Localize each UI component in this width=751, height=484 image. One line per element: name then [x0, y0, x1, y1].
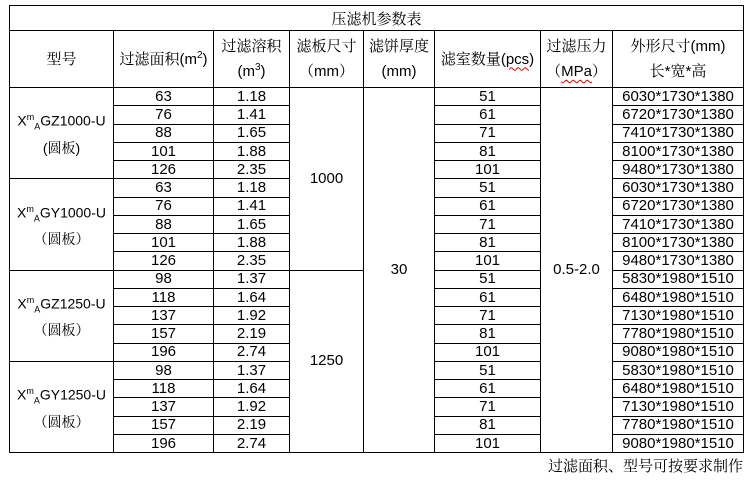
area-cell: 63 [114, 88, 214, 106]
dimensions-cell: 8100*1730*1380 [613, 142, 744, 160]
header-row [10, 31, 744, 88]
chambers-cell: 61 [435, 380, 541, 398]
volume-unit-sup: 3 [254, 62, 261, 73]
volume-cell: 1.92 [214, 307, 290, 325]
dimensions-cell: 6480*1980*1510 [613, 380, 744, 398]
chambers-header-text: 滤室数量( [440, 50, 506, 68]
parameter-table [9, 5, 744, 453]
dimensions-cell: 9480*1730*1380 [613, 252, 744, 270]
volume-unit-close: ) [260, 63, 266, 80]
pressure-unit-open: （ [546, 63, 562, 80]
dimensions-header-line1: 外形尺寸(mm) [630, 38, 726, 55]
area-cell: 118 [114, 380, 214, 398]
plate-size-cell: 1000 [290, 88, 364, 271]
model-subscript: A [34, 121, 41, 132]
chambers-cell: 81 [435, 142, 541, 160]
volume-cell: 1.37 [214, 270, 290, 288]
volume-header-line2 [216, 59, 287, 84]
pressure-unit-spellcheck: MPa [561, 63, 592, 80]
volume-cell: 2.74 [214, 434, 290, 452]
plate-size-header-line1: 滤板尺寸 [296, 38, 357, 55]
col-header-dimensions [613, 31, 744, 88]
model-superscript: m [26, 294, 35, 305]
col-header-plate-size [290, 31, 364, 88]
volume-cell: 1.18 [214, 179, 290, 197]
dimensions-cell: 6720*1730*1380 [613, 106, 744, 124]
chambers-unit-spellcheck: pcs [505, 50, 530, 68]
chambers-cell: 51 [435, 270, 541, 288]
col-header-cake-thickness [364, 31, 435, 88]
model-base: X [16, 386, 27, 403]
volume-cell: 1.64 [214, 288, 290, 306]
volume-cell: 2.35 [214, 252, 290, 270]
model-series: GY1000-U [39, 204, 106, 221]
model-series: GZ1000-U [40, 113, 106, 130]
col-header-volume [214, 31, 290, 88]
table-row [10, 88, 744, 106]
chambers-cell: 101 [435, 434, 541, 452]
model-superscript: m [26, 112, 35, 123]
chambers-cell: 71 [435, 307, 541, 325]
area-cell: 196 [114, 343, 214, 361]
model-plate-note: （圆板） [33, 231, 90, 248]
area-cell: 63 [114, 179, 214, 197]
dimensions-cell: 8100*1730*1380 [613, 234, 744, 252]
volume-unit-open: (m [237, 63, 255, 80]
area-header-text: 过滤面积(m [119, 50, 197, 68]
title-row [10, 6, 744, 31]
model-cell [10, 361, 114, 452]
chambers-cell: 51 [435, 88, 541, 106]
area-cell: 137 [114, 398, 214, 416]
area-cell: 137 [114, 307, 214, 325]
dimensions-cell: 9080*1980*1510 [613, 434, 744, 452]
area-cell: 88 [114, 124, 214, 142]
chambers-cell: 61 [435, 288, 541, 306]
model-base: X [17, 113, 27, 130]
dimensions-cell: 6480*1980*1510 [613, 288, 744, 306]
volume-cell: 2.19 [214, 416, 290, 434]
model-series: GZ1250-U [40, 295, 106, 312]
dimensions-cell: 7780*1980*1510 [613, 416, 744, 434]
dimensions-header-line2: 长*宽*高 [649, 63, 707, 80]
model-base: X [17, 295, 27, 312]
area-cell: 76 [114, 197, 214, 215]
dimensions-cell: 9080*1980*1510 [613, 343, 744, 361]
col-header-model: 型号 [10, 31, 114, 88]
area-cell: 98 [114, 270, 214, 288]
volume-cell: 1.64 [214, 380, 290, 398]
volume-header-line1: 过滤溶积 [221, 38, 282, 55]
model-plate-note: （圆板） [33, 322, 90, 339]
pressure-header-line2 [543, 59, 610, 84]
chambers-header-close: ) [529, 50, 535, 68]
cake-thickness-cell: 30 [364, 88, 435, 453]
dimensions-cell: 5830*1980*1510 [613, 361, 744, 379]
chambers-cell: 71 [435, 215, 541, 233]
model-superscript: m [26, 386, 34, 397]
area-header-close: ) [202, 50, 208, 68]
pressure-cell: 0.5-2.0 [541, 88, 613, 453]
table-title: 压滤机参数表 [10, 6, 744, 31]
col-header-chambers [435, 31, 541, 88]
dimensions-cell: 6720*1730*1380 [613, 197, 744, 215]
dimensions-cell: 9480*1730*1380 [613, 161, 744, 179]
dimensions-cell: 5830*1980*1510 [613, 270, 744, 288]
chambers-cell: 81 [435, 416, 541, 434]
chambers-cell: 101 [435, 161, 541, 179]
area-header-sup: 2 [196, 49, 203, 61]
volume-cell: 1.41 [214, 197, 290, 215]
volume-cell: 1.65 [214, 124, 290, 142]
dimensions-cell: 7130*1980*1510 [613, 307, 744, 325]
pressure-header-line1: 过滤压力 [546, 38, 607, 55]
cake-thickness-header-line1: 滤饼厚度 [368, 38, 429, 55]
area-cell: 101 [114, 142, 214, 160]
chambers-cell: 71 [435, 124, 541, 142]
area-cell: 98 [114, 361, 214, 379]
area-cell: 126 [114, 252, 214, 270]
dimensions-cell: 7780*1980*1510 [613, 325, 744, 343]
model-subscript: A [33, 213, 40, 224]
volume-cell: 1.65 [214, 215, 290, 233]
chambers-cell: 101 [435, 343, 541, 361]
volume-cell: 2.19 [214, 325, 290, 343]
cake-thickness-header-line2: (mm) [381, 63, 417, 80]
volume-cell: 2.74 [214, 343, 290, 361]
footer-note: 过滤面积、型号可按要求制作 [547, 458, 743, 475]
area-cell: 76 [114, 106, 214, 124]
volume-cell: 1.41 [214, 106, 290, 124]
volume-cell: 1.18 [214, 88, 290, 106]
plate-size-header-line2: （mm） [299, 63, 354, 80]
chambers-cell: 51 [435, 179, 541, 197]
volume-cell: 1.88 [214, 234, 290, 252]
plate-size-cell: 1250 [290, 270, 364, 453]
chambers-cell: 81 [435, 234, 541, 252]
volume-cell: 1.37 [214, 361, 290, 379]
model-cell [10, 88, 114, 179]
col-header-pressure [541, 31, 613, 88]
volume-cell: 1.92 [214, 398, 290, 416]
area-cell: 126 [114, 161, 214, 179]
area-cell: 118 [114, 288, 214, 306]
area-cell: 157 [114, 416, 214, 434]
area-cell: 88 [114, 215, 214, 233]
area-cell: 196 [114, 434, 214, 452]
area-cell: 101 [114, 234, 214, 252]
model-superscript: m [26, 203, 34, 214]
model-series: GY1250-U [39, 386, 106, 403]
model-cell [10, 270, 114, 361]
model-subscript: A [34, 304, 41, 315]
volume-cell: 1.88 [214, 142, 290, 160]
chambers-cell: 61 [435, 106, 541, 124]
model-plate-note: (圆板) [42, 139, 81, 156]
dimensions-cell: 7410*1730*1380 [613, 124, 744, 142]
area-cell: 157 [114, 325, 214, 343]
pressure-unit-close: ） [591, 63, 607, 80]
dimensions-cell: 7410*1730*1380 [613, 215, 744, 233]
model-plate-note: （圆板） [33, 413, 90, 430]
chambers-cell: 61 [435, 197, 541, 215]
model-cell [10, 179, 114, 270]
model-base: X [16, 204, 27, 221]
volume-cell: 2.35 [214, 161, 290, 179]
chambers-cell: 71 [435, 398, 541, 416]
chambers-cell: 101 [435, 252, 541, 270]
model-subscript: A [33, 395, 40, 406]
chambers-cell: 51 [435, 361, 541, 379]
dimensions-cell: 7130*1980*1510 [613, 398, 744, 416]
dimensions-cell: 6030*1730*1380 [613, 179, 744, 197]
chambers-cell: 81 [435, 325, 541, 343]
col-header-area [114, 31, 214, 88]
dimensions-cell: 6030*1730*1380 [613, 88, 744, 106]
